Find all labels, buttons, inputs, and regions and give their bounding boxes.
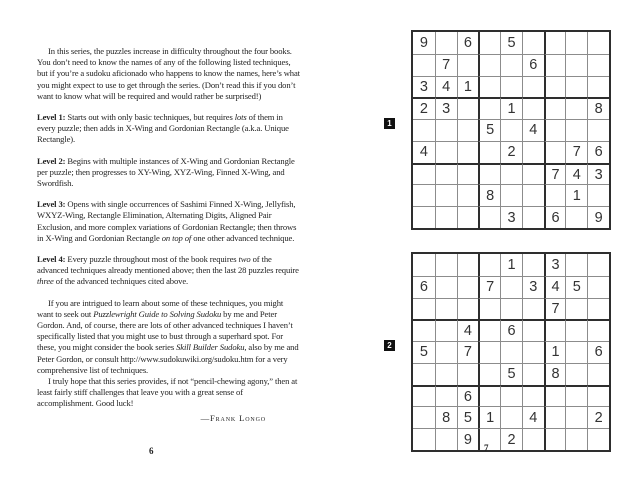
sudoku-cell bbox=[565, 319, 587, 341]
text-segment: I truly hope that this series provides, if not “pencil-chewing agony,” then at least fairly stiff challenges that leave you with a great sense of accomplishment. Good luck! bbox=[37, 376, 298, 409]
sudoku-cell bbox=[478, 163, 500, 185]
sudoku-cell bbox=[565, 254, 587, 276]
text-segment: three bbox=[37, 276, 54, 287]
sudoku-cell bbox=[435, 163, 457, 185]
sudoku-cell: 6 bbox=[457, 385, 479, 407]
sudoku-cell: 6 bbox=[587, 141, 609, 163]
sudoku-cell bbox=[522, 319, 544, 341]
sudoku-cell bbox=[435, 341, 457, 363]
sudoku-cell bbox=[413, 428, 435, 450]
sudoku-cell bbox=[435, 276, 457, 298]
sudoku-cell: 5 bbox=[565, 276, 587, 298]
sudoku-cell bbox=[544, 76, 566, 98]
sudoku-cell bbox=[435, 32, 457, 54]
sudoku-cell bbox=[565, 341, 587, 363]
sudoku-cell: 3 bbox=[413, 76, 435, 98]
text-segment: Begins with multiple instances of X-Wing and Gordonian Rectangle per puzzle; then progresses to XY-Wing, XYZ-Wing, Finned X-Wing, and Swordfish. bbox=[37, 155, 295, 189]
sudoku-cell bbox=[544, 184, 566, 206]
sudoku-cell bbox=[587, 119, 609, 141]
text-segment: , also by me and Peter Gordon, or consult http://www.sudokuwiki.org/sudoku.htm for a very comprehensive list of techniques. bbox=[37, 342, 299, 375]
paragraph bbox=[37, 156, 300, 190]
sudoku-cell bbox=[544, 141, 566, 163]
sudoku-cell bbox=[457, 363, 479, 385]
sudoku-cell bbox=[457, 206, 479, 228]
sudoku-grid-2 bbox=[411, 252, 611, 452]
sudoku-cell bbox=[522, 32, 544, 54]
sudoku-cell: 4 bbox=[522, 406, 544, 428]
sudoku-cell bbox=[413, 298, 435, 320]
sudoku-cell: 2 bbox=[413, 97, 435, 119]
sudoku-cell: 4 bbox=[413, 141, 435, 163]
sudoku-cell bbox=[565, 119, 587, 141]
sudoku-cell bbox=[522, 428, 544, 450]
sudoku-cell bbox=[457, 254, 479, 276]
sudoku-cell: 8 bbox=[478, 184, 500, 206]
sudoku-cell bbox=[522, 363, 544, 385]
sudoku-cell bbox=[522, 206, 544, 228]
sudoku-cell bbox=[500, 184, 522, 206]
sudoku-cell bbox=[478, 298, 500, 320]
sudoku-cell: 3 bbox=[544, 254, 566, 276]
sudoku-cell bbox=[565, 76, 587, 98]
sudoku-cell: 4 bbox=[565, 163, 587, 185]
sudoku-cell bbox=[457, 97, 479, 119]
sudoku-cell: 9 bbox=[587, 206, 609, 228]
paragraph bbox=[37, 298, 300, 376]
sudoku-cell bbox=[500, 54, 522, 76]
sudoku-cell bbox=[500, 298, 522, 320]
text-segment: Skill Builder Sudoku bbox=[176, 342, 245, 353]
sudoku-cell bbox=[587, 298, 609, 320]
sudoku-cell: 2 bbox=[500, 428, 522, 450]
sudoku-cell: 7 bbox=[435, 54, 457, 76]
sudoku-cell: 5 bbox=[478, 119, 500, 141]
text-segment: one other advanced technique. bbox=[191, 232, 295, 243]
sudoku-cell: 6 bbox=[457, 32, 479, 54]
sudoku-cell: 9 bbox=[419, 34, 428, 51]
sudoku-cell: 6 bbox=[522, 54, 544, 76]
text-segment: of the advanced techniques already mentioned above; then the last 28 puzzles require bbox=[37, 254, 299, 276]
sudoku-cell bbox=[587, 54, 609, 76]
paragraph bbox=[37, 254, 300, 288]
sudoku-cell: 4 bbox=[457, 319, 479, 341]
sudoku-cell bbox=[587, 319, 609, 341]
sudoku-cell bbox=[413, 206, 435, 228]
sudoku-cell: 4 bbox=[435, 76, 457, 98]
sudoku-cell bbox=[457, 141, 479, 163]
sudoku-cell bbox=[565, 298, 587, 320]
sudoku-cell bbox=[413, 119, 435, 141]
sudoku-cell: 1 bbox=[544, 341, 566, 363]
sudoku-cell bbox=[565, 206, 587, 228]
sudoku-cell bbox=[435, 298, 457, 320]
text-segment: Puzzlewright Guide to Solving Sudoku bbox=[93, 308, 222, 319]
sudoku-cell: 5 bbox=[500, 363, 522, 385]
sudoku-cell: 1 bbox=[500, 254, 522, 276]
text-segment: of them in every puzzle; then adds in X-Wing and Gordonian Rectangle (a.k.a. Unique Rectangle). bbox=[37, 112, 289, 145]
sudoku-cell bbox=[565, 363, 587, 385]
left-page-number: 6 bbox=[149, 446, 154, 456]
sudoku-cell bbox=[435, 206, 457, 228]
sudoku-cell bbox=[413, 254, 435, 276]
text-segment: Level 3: bbox=[37, 199, 66, 210]
sudoku-cell bbox=[413, 385, 435, 407]
puzzle-2-marker: 2 bbox=[384, 340, 395, 351]
sudoku-cell bbox=[587, 32, 609, 54]
sudoku-cell bbox=[478, 76, 500, 98]
sudoku-cell bbox=[565, 97, 587, 119]
sudoku-cell bbox=[435, 363, 457, 385]
sudoku-cell bbox=[565, 385, 587, 407]
sudoku-cell bbox=[544, 385, 566, 407]
sudoku-cell bbox=[500, 385, 522, 407]
sudoku-cell bbox=[500, 76, 522, 98]
sudoku-cell bbox=[478, 206, 500, 228]
sudoku-cell: 8 bbox=[587, 97, 609, 119]
sudoku-cell bbox=[587, 254, 609, 276]
text-segment: Opens with single occurrences of Sashimi Finned X-Wing, Jellyfish, WXYZ-Wing, Rectangle Elimination, Alternating Digits, Aligned Pair Exclusion, and more complex variations of Gordonian Rectangle; then throws in X-Wing and Gordonian Rectangle bbox=[37, 199, 297, 243]
sudoku-cell bbox=[457, 119, 479, 141]
sudoku-cell: 1 bbox=[457, 76, 479, 98]
sudoku-grid-1 bbox=[411, 30, 611, 230]
paragraph bbox=[37, 112, 300, 146]
sudoku-cell: 7 bbox=[565, 141, 587, 163]
sudoku-cell bbox=[457, 54, 479, 76]
sudoku-cell bbox=[478, 428, 500, 450]
text-segment: on top of bbox=[161, 232, 192, 243]
sudoku-cell bbox=[565, 54, 587, 76]
sudoku-cell bbox=[435, 184, 457, 206]
paragraph bbox=[37, 199, 300, 244]
sudoku-cell bbox=[587, 385, 609, 407]
text-segment: If you are intrigued to learn about some of these techniques, you might want to seek out bbox=[37, 297, 284, 319]
author-signature: —Frank Longo bbox=[200, 412, 266, 423]
sudoku-cell: 3 bbox=[522, 276, 544, 298]
sudoku-cell bbox=[457, 184, 479, 206]
sudoku-cell bbox=[478, 54, 500, 76]
sudoku-cell bbox=[478, 363, 500, 385]
sudoku-cell: 2 bbox=[500, 141, 522, 163]
sudoku-cell bbox=[435, 254, 457, 276]
sudoku-cell bbox=[544, 406, 566, 428]
sudoku-cell bbox=[522, 341, 544, 363]
sudoku-cell: 4 bbox=[522, 119, 544, 141]
sudoku-cell bbox=[500, 163, 522, 185]
sudoku-cell bbox=[457, 298, 479, 320]
sudoku-cell: 8 bbox=[435, 406, 457, 428]
sudoku-cell bbox=[413, 163, 435, 185]
text-segment: Level 2: bbox=[37, 155, 66, 166]
sudoku-cell bbox=[457, 163, 479, 185]
sudoku-cell bbox=[478, 254, 500, 276]
sudoku-cell bbox=[435, 428, 457, 450]
text-segment: of the advanced techniques cited above. bbox=[53, 276, 189, 287]
sudoku-cell: 3 bbox=[435, 97, 457, 119]
sudoku-cell bbox=[435, 385, 457, 407]
text-segment: Level 4: bbox=[37, 254, 66, 265]
sudoku-cell bbox=[413, 184, 435, 206]
paragraph bbox=[37, 46, 300, 102]
sudoku-cell bbox=[435, 119, 457, 141]
sudoku-cell: 7 bbox=[544, 298, 566, 320]
sudoku-cell: 7 bbox=[478, 276, 500, 298]
sudoku-cell: 2 bbox=[587, 406, 609, 428]
sudoku-cell bbox=[544, 119, 566, 141]
sudoku-cell bbox=[457, 276, 479, 298]
sudoku-cell bbox=[522, 184, 544, 206]
sudoku-cell: 5 bbox=[413, 341, 435, 363]
sudoku-cell bbox=[478, 32, 500, 54]
text-segment: Starts out with only basic techniques, but requires bbox=[65, 112, 235, 123]
sudoku-cell: 8 bbox=[544, 363, 566, 385]
sudoku-cell bbox=[544, 54, 566, 76]
sudoku-cell bbox=[522, 97, 544, 119]
sudoku-cell bbox=[413, 363, 435, 385]
sudoku-cell bbox=[413, 406, 435, 428]
sudoku-cell bbox=[544, 32, 566, 54]
sudoku-cell: 7 bbox=[457, 341, 479, 363]
sudoku-cell: 3 bbox=[587, 163, 609, 185]
sudoku-cell bbox=[587, 428, 609, 450]
sudoku-cell bbox=[565, 428, 587, 450]
sudoku-cell: 7 bbox=[544, 163, 566, 185]
text-segment: two bbox=[238, 254, 251, 265]
sudoku-cell bbox=[522, 298, 544, 320]
sudoku-cell: 4 bbox=[544, 276, 566, 298]
text-segment: Level 1: bbox=[37, 112, 66, 123]
sudoku-cell bbox=[522, 141, 544, 163]
sudoku-cell: 1 bbox=[478, 406, 500, 428]
sudoku-cell bbox=[478, 141, 500, 163]
sudoku-cell bbox=[587, 76, 609, 98]
sudoku-cell bbox=[435, 319, 457, 341]
sudoku-cell: 3 bbox=[500, 206, 522, 228]
sudoku-cell bbox=[544, 319, 566, 341]
text-segment: Every puzzle throughout most of the book requires bbox=[65, 254, 239, 265]
sudoku-cell: 9 bbox=[457, 428, 479, 450]
sudoku-cell bbox=[478, 341, 500, 363]
sudoku-cell bbox=[587, 363, 609, 385]
sudoku-cell: 5 bbox=[500, 32, 522, 54]
sudoku-cell: 6 bbox=[413, 276, 435, 298]
sudoku-cell bbox=[435, 141, 457, 163]
paragraph bbox=[37, 376, 300, 410]
sudoku-cell bbox=[522, 76, 544, 98]
sudoku-cell: 1 bbox=[565, 184, 587, 206]
sudoku-cell bbox=[565, 32, 587, 54]
sudoku-cell bbox=[587, 276, 609, 298]
sudoku-cell bbox=[478, 319, 500, 341]
sudoku-cell bbox=[565, 406, 587, 428]
sudoku-cell: 6 bbox=[500, 319, 522, 341]
sudoku-cell bbox=[500, 341, 522, 363]
sudoku-cell bbox=[544, 428, 566, 450]
sudoku-cell: 1 bbox=[500, 97, 522, 119]
right-page-number: 7 bbox=[484, 443, 489, 453]
sudoku-cell bbox=[500, 406, 522, 428]
sudoku-cell bbox=[478, 97, 500, 119]
sudoku-cell bbox=[522, 385, 544, 407]
text-segment: lots bbox=[234, 112, 247, 123]
puzzle-1-marker: 1 bbox=[384, 118, 395, 129]
sudoku-cell: 6 bbox=[544, 206, 566, 228]
text-segment: by me and Peter Gordon. And, of course, there are lots of other advanced techniques I haven’t specifically listed that you might use to bust through a superhard spot. For these, you might consider the book series bbox=[37, 308, 293, 353]
sudoku-cell bbox=[522, 163, 544, 185]
sudoku-cell bbox=[587, 184, 609, 206]
text-segment: In this series, the puzzles increase in difficulty throughout the four books. You don’t need to know the names of any of the following listed techniques, but if you’re a sudoku aficionado who happens to know the names, here’s what you might expect to use to get through the series. (Don’t read this if you don’t want to know what will be required and would rather be surprised!) bbox=[37, 46, 300, 101]
sudoku-cell bbox=[478, 385, 500, 407]
sudoku-cell bbox=[522, 254, 544, 276]
sudoku-cell bbox=[500, 119, 522, 141]
sudoku-cell bbox=[413, 319, 435, 341]
sudoku-cell bbox=[500, 276, 522, 298]
sudoku-cell: 5 bbox=[457, 406, 479, 428]
sudoku-cell bbox=[544, 97, 566, 119]
sudoku-cell bbox=[413, 54, 435, 76]
sudoku-cell: 6 bbox=[587, 341, 609, 363]
text-column bbox=[37, 46, 300, 424]
